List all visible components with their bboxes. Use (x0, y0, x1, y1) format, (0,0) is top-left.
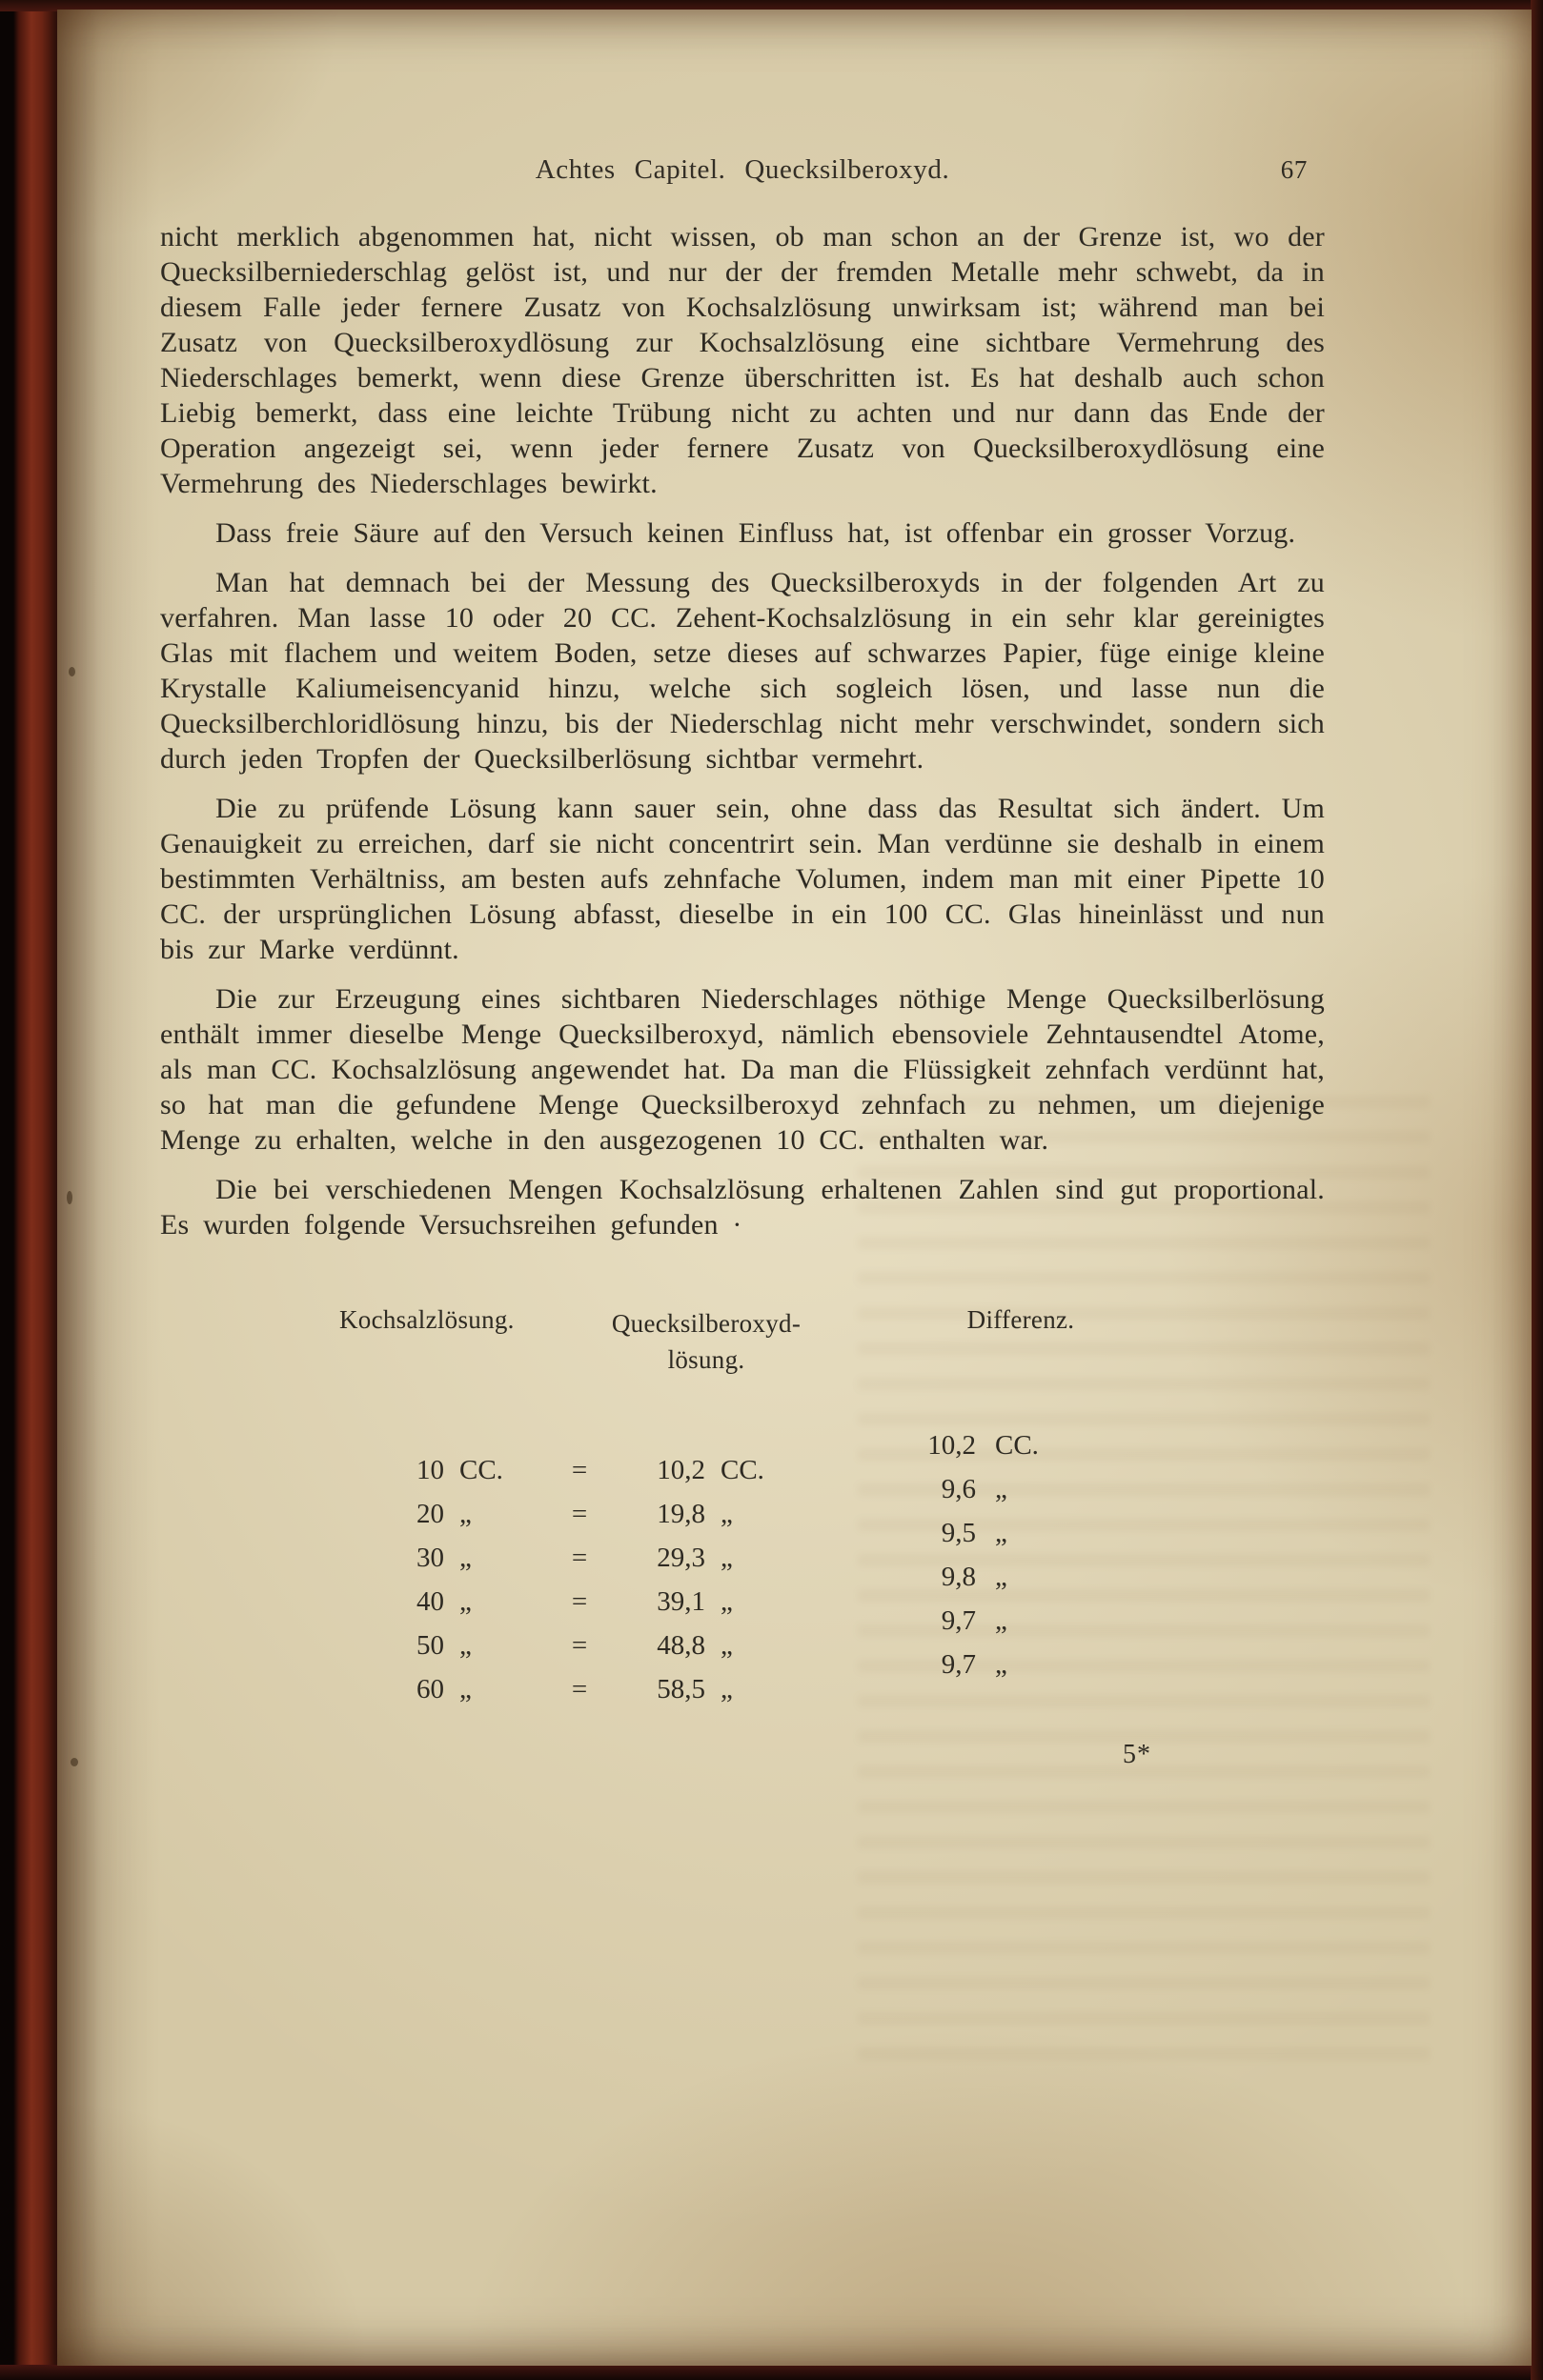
result-value: 29,3 (657, 1543, 705, 1573)
amount-value: 40 (416, 1586, 444, 1617)
table-header-line: Quecksilberoxyd- (611, 1309, 802, 1338)
table-header-differenz: Differenz. (966, 1305, 1075, 1334)
result-unit: „ (721, 1586, 733, 1617)
difference-value: 9,6 (941, 1474, 976, 1504)
equals-sign: = (571, 1455, 588, 1485)
amount-unit: „ (459, 1674, 472, 1704)
paper-stain (67, 1191, 72, 1204)
result-unit: „ (721, 1630, 733, 1661)
table-rows (377, 1448, 793, 1711)
table-header-quecksilberoxydloesung (568, 1305, 844, 1378)
difference-unit: „ (995, 1605, 1007, 1636)
page-content (160, 10, 1325, 1770)
paragraph: Die zu prüfende Lösung kann sauer sein, ohne dass das Resultat sich ändert. Um Genauigkeit zu erreichen, darf sie nicht concentrirt sein. Man verdünne sie deshalb in einem bestimmten Verhältniss, am besten aufs zehnfache Volumen, indem man mit einer Pipette 10 CC. der ursprünglichen Lösung abfasst, dieselbe in ein 100 CC. Glas hineinlässt und nun bis zur Marke verdünnt. (160, 793, 1325, 965)
table-header-kochsalzloesung: Kochsalzlösung. (339, 1305, 515, 1334)
difference-row (902, 1555, 1054, 1599)
result-value: 10,2 (657, 1455, 705, 1485)
measurement-table (160, 1305, 1325, 1724)
page-body (160, 219, 1325, 1242)
amount-unit: „ (459, 1543, 472, 1573)
chapter-title: Achtes Capitel. Quecksilberoxyd. (535, 154, 950, 185)
table-row (377, 1492, 793, 1536)
amount-unit: CC. (459, 1455, 503, 1485)
difference-value: 9,8 (941, 1562, 976, 1592)
difference-row (902, 1423, 1054, 1467)
difference-row (902, 1511, 1054, 1555)
difference-unit: „ (995, 1518, 1007, 1548)
result-unit: „ (721, 1543, 733, 1573)
scan-edge-bottom (0, 2365, 1543, 2380)
difference-column (902, 1423, 1054, 1686)
amount-value: 10 (416, 1455, 444, 1485)
amount-value: 60 (416, 1674, 444, 1704)
difference-value: 10,2 (927, 1430, 976, 1461)
equals-sign: = (571, 1674, 588, 1704)
result-unit: CC. (721, 1455, 764, 1485)
amount-unit: „ (459, 1630, 472, 1661)
result-value: 39,1 (657, 1586, 705, 1617)
table-row (377, 1624, 793, 1667)
table-row (377, 1580, 793, 1624)
paragraph: Die bei verschiedenen Mengen Kochsalzlösung erhaltenen Zahlen sind gut proportional. Es wurden folgende Versuchsreihen gefunden · (160, 1174, 1325, 1240)
paragraph: nicht merklich abgenommen hat, nicht wissen, ob man schon an der Grenze ist, wo der Quecksilberniederschlag gelöst ist, und nur der der fremden Metalle mehr schwebt, da in diesem Falle jeder fernere Zusatz von Kochsalzlösung unwirksam ist; während man bei Zusatz von Quecksilberoxydlösung zur Kochsalzlösung eine sichtbare Vermehrung des Niederschlages bemerkt, wenn diese Grenze überschritten ist. Es hat deshalb auch schon Liebig bemerkt, dass eine leichte Trübung nicht zu achten und nur dann das Ende der Operation angezeigt sei, wenn jeder fernere Zusatz von Quecksilberoxydlösung eine Vermehrung des Niederschlages bewirkt. (160, 221, 1325, 499)
signature-mark: 5* (1123, 1740, 1151, 1769)
difference-value: 9,5 (941, 1518, 976, 1548)
difference-unit: CC. (995, 1430, 1039, 1461)
book-page (57, 10, 1532, 2366)
result-value: 48,8 (657, 1630, 705, 1661)
table-row (377, 1448, 793, 1492)
difference-value: 9,7 (941, 1649, 976, 1680)
paragraph: Dass freie Säure auf den Versuch keinen Einfluss hat, ist offenbar ein grosser Vorzug. (215, 517, 1296, 549)
amount-value: 20 (416, 1499, 444, 1529)
difference-row (902, 1599, 1054, 1643)
paper-stain (71, 1758, 78, 1766)
equals-sign: = (571, 1630, 588, 1661)
amount-unit: „ (459, 1586, 472, 1617)
difference-row (902, 1467, 1054, 1511)
result-unit: „ (721, 1499, 733, 1529)
result-unit: „ (721, 1674, 733, 1704)
difference-value: 9,7 (941, 1605, 976, 1636)
result-value: 58,5 (657, 1674, 705, 1704)
difference-row (902, 1643, 1054, 1686)
result-value: 19,8 (657, 1499, 705, 1529)
paragraph: Die zur Erzeugung eines sichtbaren Niederschlages nöthige Menge Quecksilberlösung enthält immer dieselbe Menge Quecksilberoxyd, nämlich ebensoviele Zehntausendtel Atome, als man CC. Kochsalzlösung angewendet hat. Da man die Flüssigkeit zehnfach verdünnt hat, so hat man die gefundene Menge Quecksilberoxyd zehnfach zu nehmen, um diejenige Menge zu erhalten, welche in den ausgezogenen 10 CC. enthalten war. (160, 983, 1325, 1156)
equals-sign: = (571, 1499, 588, 1529)
page-header (160, 154, 1325, 194)
page-number: 67 (1280, 155, 1308, 184)
equals-sign: = (571, 1586, 588, 1617)
table-header-line: lösung. (667, 1345, 745, 1374)
difference-unit: „ (995, 1649, 1007, 1680)
paragraph: Man hat demnach bei der Messung des Quecksilberoxyds in der folgenden Art zu verfahren. Man lasse 10 oder 20 CC. Zehent-Kochsalzlösung in ein sehr klar gereinigtes Glas mit flachem und weitem Boden, setze dieses auf schwarzes Papier, füge einige kleine Krystalle Kaliumeisencyanid hinzu, welche sich sogleich lösen, und lasse nun die Quecksilberchloridlösung hinzu, bis der Niederschlag nicht mehr verschwindet, sondern sich durch jeden Tropfen der Quecksilberlösung sichtbar vermehrt. (160, 567, 1325, 775)
amount-value: 50 (416, 1630, 444, 1661)
amount-value: 30 (416, 1543, 444, 1573)
table-row (377, 1667, 793, 1711)
difference-unit: „ (995, 1474, 1007, 1504)
difference-unit: „ (995, 1562, 1007, 1592)
scan-edge-right (1531, 0, 1543, 2380)
equals-sign: = (571, 1543, 588, 1573)
table-row (377, 1536, 793, 1580)
amount-unit: „ (459, 1499, 472, 1529)
paper-stain (69, 667, 75, 676)
